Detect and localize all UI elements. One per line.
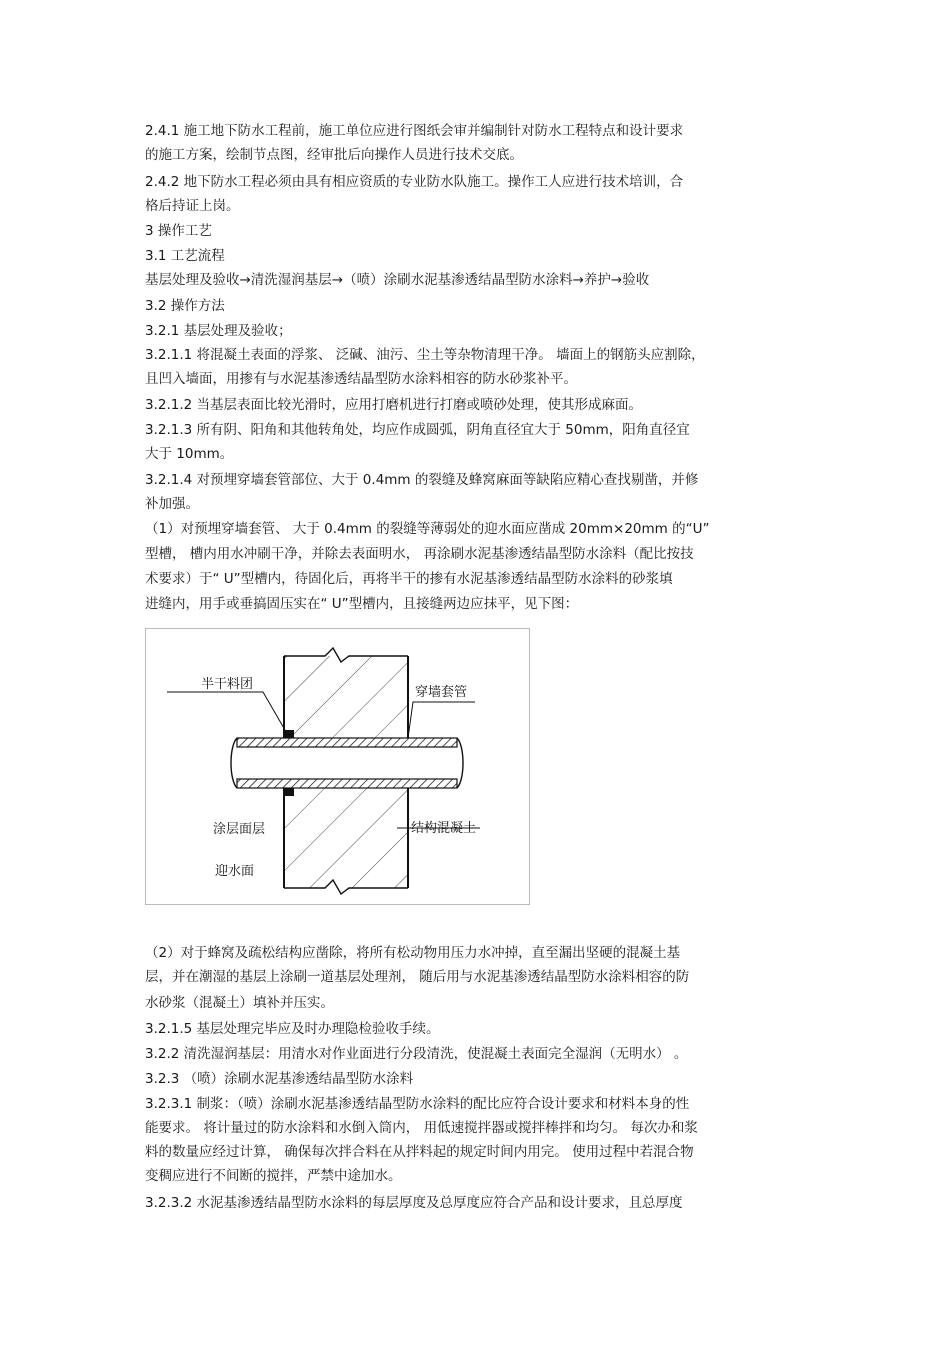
text-line: 进缝内，用手或垂搞固压实在“ U”型槽内，且接缝两边应抹平，见下图： bbox=[145, 596, 579, 612]
text-line: 层，并在潮湿的基层上涂刷一道基层处理剂， 随后用与水泥基渗透结晶型防水涂料相容的防 bbox=[145, 969, 690, 985]
label-wall-sleeve: 穿墙套管 bbox=[415, 685, 468, 700]
text-line: 补加强。 bbox=[145, 496, 199, 512]
label-coating-layer: 涂层面层 bbox=[213, 822, 266, 837]
text-line: 型槽， 槽内用水冲刷干净，并除去表面明水， 再涂刷水泥基渗透结晶型防水涂料（配比按技 bbox=[145, 546, 694, 562]
section-heading: 3.2 操作方法 bbox=[145, 298, 225, 314]
text-line: 3.2.1.4 对预埋穿墙套管部位、大于 0.4mm 的裂缝及蜂窝麻面等缺陷应精心查找剔凿，并修 bbox=[145, 472, 699, 488]
text-line: 基层处理及验收→清洗湿润基层→（喷）涂刷水泥基渗透结晶型防水涂料→养护→验收 bbox=[145, 272, 650, 288]
text-line: 3.2.1.1 将混凝土表面的浮浆、 泛碱、油污、尘土等杂物清理干净。 墙面上的钢筋头应割除， bbox=[145, 347, 705, 363]
text-line: 3.2.1.3 所有阴、阳角和其他转角处，均应作成圆弧，阴角直径宜大于 50mm，阳角直径宜 bbox=[145, 422, 690, 438]
text-line: 3.2.1 基层处理及验收； bbox=[145, 323, 292, 339]
text-line: 的施工方案，绘制节点图，经审批后向操作人员进行技术交底。 bbox=[145, 147, 523, 163]
text-line: 2.4.1 施工地下防水工程前，施工单位应进行图纸会审并编制针对防水工程特点和设计要求 bbox=[145, 123, 684, 139]
text-line: （2）对于蜂窝及疏松结构应凿除，将所有松动物用压力水冲掉，直至漏出坚硬的混凝土基 bbox=[145, 945, 681, 961]
text-line: 2.4.2 地下防水工程必须由具有相应资质的专业防水队施工。操作工人应进行技术培训，合 bbox=[145, 174, 684, 190]
label-semidry-mortar: 半干料团 bbox=[201, 677, 254, 692]
text-line: 3.2.3.1 制浆：（喷）涂刷水泥基渗透结晶型防水涂料的配比应符合设计要求和材料本身的性 bbox=[145, 1096, 690, 1112]
semidry-mortar-block-upper bbox=[285, 730, 294, 738]
text-line: 能要求。 将计量过的防水涂料和水倒入筒内， 用低速搅拌器或搅拌棒拌和均匀。 每次办和浆 bbox=[145, 1120, 698, 1136]
text-line: 术要求）于“ U”型槽内，待固化后，再将半干的掺有水泥基渗透结晶型防水涂料的砂浆填 bbox=[145, 571, 673, 587]
text-line: 3.2.3.2 水泥基渗透结晶型防水涂料的每层厚度及总厚度应符合产品和设计要求，且总厚度 bbox=[145, 1195, 683, 1211]
label-structural-concrete: 结构混凝土 bbox=[411, 821, 477, 836]
text-line: 且凹入墙面，用掺有与水泥基渗透结晶型防水涂料相容的防水砂浆补平。 bbox=[145, 371, 577, 387]
text-line: 3.2.2 清洗湿润基层：用清水对作业面进行分段清洗，使混凝土表面完全湿润（无明水） 。 bbox=[145, 1046, 688, 1062]
text-line: 3.2.3 （喷）涂刷水泥基渗透结晶型防水涂料 bbox=[145, 1071, 414, 1087]
concrete-wall-upper bbox=[284, 648, 408, 738]
text-line: 格后持证上岗。 bbox=[145, 198, 240, 214]
section-heading: 3 操作工艺 bbox=[145, 223, 212, 239]
text-line: 3.2.1.5 基层处理完毕应及时办理隐检验收手续。 bbox=[145, 1021, 440, 1037]
label-upstream-face: 迎水面 bbox=[215, 864, 255, 879]
text-line: 水砂浆（混凝土）填补并压实。 bbox=[145, 995, 334, 1011]
text-line: 3.2.1.2 当基层表面比较光滑时，应用打磨机进行打磨或喷砂处理，使其形成麻面。 bbox=[145, 397, 643, 413]
text-line: 料的数量应经过计算， 确保每次拌合料在从拌料起的规定时间内用完。 使用过程中若混合物 bbox=[145, 1144, 694, 1160]
text-line: 变稠应进行不间断的搅拌，严禁中途加水。 bbox=[145, 1168, 402, 1184]
sleeve-detail-figure bbox=[145, 628, 530, 905]
section-heading: 3.1 工艺流程 bbox=[145, 248, 225, 264]
text-line: 大于 10mm。 bbox=[145, 446, 234, 462]
concrete-wall-lower bbox=[284, 788, 408, 894]
text-line: （1）对预埋穿墙套管、 大于 0.4mm 的裂缝等薄弱处的迎水面应凿成 20mm×20mm 的“U” bbox=[145, 521, 710, 537]
semidry-mortar-block-lower bbox=[285, 788, 294, 796]
